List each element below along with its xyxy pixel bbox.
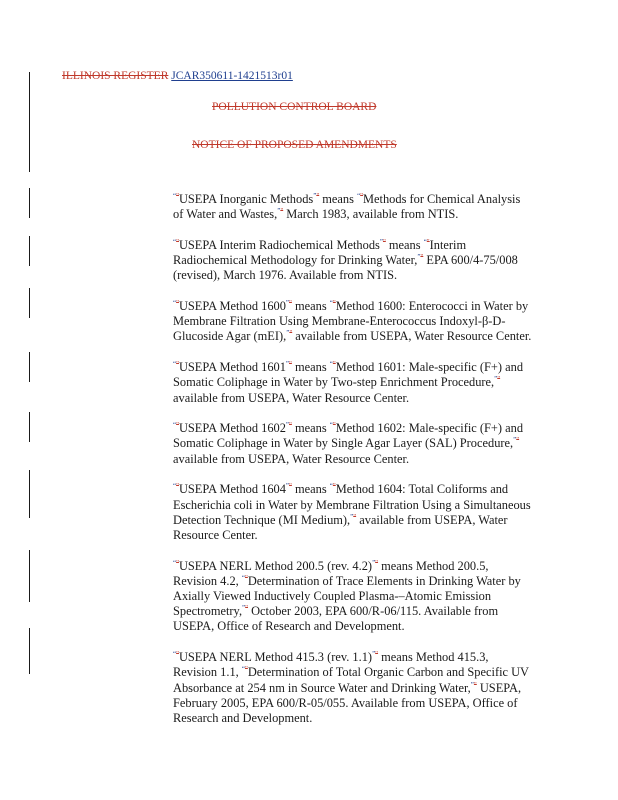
def-means: means	[322, 192, 354, 206]
def-title: Methods for Chemical Analysis of Water and Wastes,	[173, 192, 521, 222]
definition-item: “"USEPA NERL Method 415.3 (rev. 1.1)”" means Method 415.3, Revision 1.1, “"Determination of Total Organic Carbon and Specific UV Absorbance at 254 nm in Source Water and Drinking Water,”" USEPA, February 2005, EPA 600/R-05/055. Available from USEPA, Office of Research and Development.	[173, 650, 529, 725]
def-term: USEPA Method 1602	[178, 421, 286, 436]
change-bar	[29, 628, 30, 674]
def-tail: available from USEPA, Water Resource Center.	[173, 512, 508, 542]
def-title: Method 1601: Male-specific (F+) and Somatic Coliphage in Water by Two-step Enrichment Procedure,	[173, 360, 524, 390]
def-title: Determination of Total Organic Carbon and Specific UV Absorbance at 254 nm in Source Water and Drinking Water,	[173, 665, 529, 695]
def-means: means	[388, 237, 421, 252]
register-deleted: ILLINOIS REGISTER	[62, 70, 169, 82]
register-inserted: JCAR350611-1421513r01	[171, 70, 293, 82]
def-title: Method 1600: Enterococci in Water by Membrane Filtration Using Membrane-Enterococcus Indoxyl-β-D-Glucoside Agar (mEI),	[173, 299, 529, 344]
def-term: USEPA NERL Method 200.5 (rev. 4.2)	[178, 558, 373, 573]
definition-item: “"USEPA NERL Method 200.5 (rev. 4.2)”" means Method 200.5, Revision 4.2, “"Determination of Trace Elements in Drinking Water by Axially Viewed Inductively Coupled Plasma-–Atomic Emission Spectrometry,”" October 2003, EPA 600/R-06/115. Available from USEPA, Office of Research and Development.	[173, 558, 521, 634]
def-title: Method 1602: Male-specific (F+) and Somatic Coliphage in Water by Single Agar Layer (SAL) Procedure,	[173, 421, 524, 451]
def-tail: available from USEPA, Water Resource Center.	[292, 329, 532, 344]
def-tail: October 2003, EPA 600/R-06/115. Available from USEPA, Office of Research and Development.	[173, 604, 499, 634]
change-bar	[29, 550, 30, 602]
def-means: means Method 200.5, Revision 4.2,	[173, 558, 489, 588]
def-means: means	[295, 360, 327, 375]
def-term: USEPA Inorganic Methods	[178, 192, 314, 206]
def-term: USEPA Method 1604	[178, 482, 286, 497]
definition-item: “"USEPA Method 1601”" means “"Method 1601: Male-specific (F+) and Somatic Coliphage in Water by Two-step Enrichment Procedure,”" available from USEPA, Water Resource Center.	[173, 360, 524, 405]
def-tail: EPA 600/4-75/008 (revised), March 1976. Available from NTIS.	[173, 253, 518, 283]
def-means: means	[295, 421, 327, 436]
def-means: means	[295, 482, 327, 497]
definitions-list	[173, 192, 533, 742]
def-term: USEPA Method 1601	[178, 360, 286, 375]
change-bar	[29, 352, 30, 382]
definition-item: “"USEPA Method 1602”" means “"Method 1602: Male-specific (F+) and Somatic Coliphage in Water by Single Agar Layer (SAL) Procedure,”" available from USEPA, Water Resource Center.	[173, 421, 524, 466]
change-bar	[29, 470, 30, 518]
def-term: USEPA NERL Method 415.3 (rev. 1.1)	[178, 650, 373, 665]
notice-title: NOTICE OF PROPOSED AMENDMENTS	[192, 139, 397, 151]
definition-item: “"USEPA Method 1604”" means “"Method 1604: Total Coliforms and Escherichia coli in Water by Membrane Filtration Using a Simultaneous Detection Technique (MI Medium),”" available from USEPA, Water Resource Center.	[173, 482, 531, 542]
definition-item: “"USEPA Inorganic Methods”" means “"Methods for Chemical Analysis of Water and Wastes,”" March 1983, available from NTIS.	[173, 191, 521, 222]
board-title: POLLUTION CONTROL BOARD	[212, 101, 377, 113]
def-title: Determination of Trace Elements in Drinking Water by Axially Viewed Inductively Coupled Plasma-–Atomic Emission Spectrometry,	[173, 573, 521, 619]
change-bar	[29, 72, 30, 172]
def-tail: March 1983, available from NTIS.	[283, 207, 459, 222]
def-title: Interim Radiochemical Methodology for Drinking Water,	[173, 237, 467, 268]
def-term: USEPA Method 1600	[178, 299, 286, 314]
change-bar	[29, 236, 30, 266]
definition-item: “"USEPA Interim Radiochemical Methods”" means “"Interim Radiochemical Methodology for Drinking Water,”" EPA 600/4-75/008 (revised), March 1976. Available from NTIS.	[173, 237, 518, 283]
change-bar	[29, 412, 30, 442]
def-means: means	[295, 299, 327, 314]
definition-item: “"USEPA Method 1600”" means “"Method 1600: Enterococci in Water by Membrane Filtration Using Membrane-Enterococcus Indoxyl-β-D-Glucoside Agar (mEI),”" available from USEPA, Water Resource Center.	[173, 298, 532, 344]
def-tail: available from USEPA, Water Resource Center.	[173, 390, 410, 405]
register-line	[62, 70, 293, 82]
def-means: means Method 415.3, Revision 1.1,	[173, 650, 489, 680]
def-tail: available from USEPA, Water Resource Center.	[173, 451, 410, 466]
def-title: Method 1604: Total Coliforms and Escherichia coli in Water by Membrane Filtration Using a Simultaneous Detection Technique (MI Medium),	[173, 482, 531, 527]
change-bar	[29, 188, 30, 218]
def-term: USEPA Interim Radiochemical Methods	[178, 237, 380, 252]
def-tail: USEPA, February 2005, EPA 600/R-05/055. Available from USEPA, Office of Research and Development.	[173, 680, 522, 725]
change-bar	[29, 288, 30, 318]
